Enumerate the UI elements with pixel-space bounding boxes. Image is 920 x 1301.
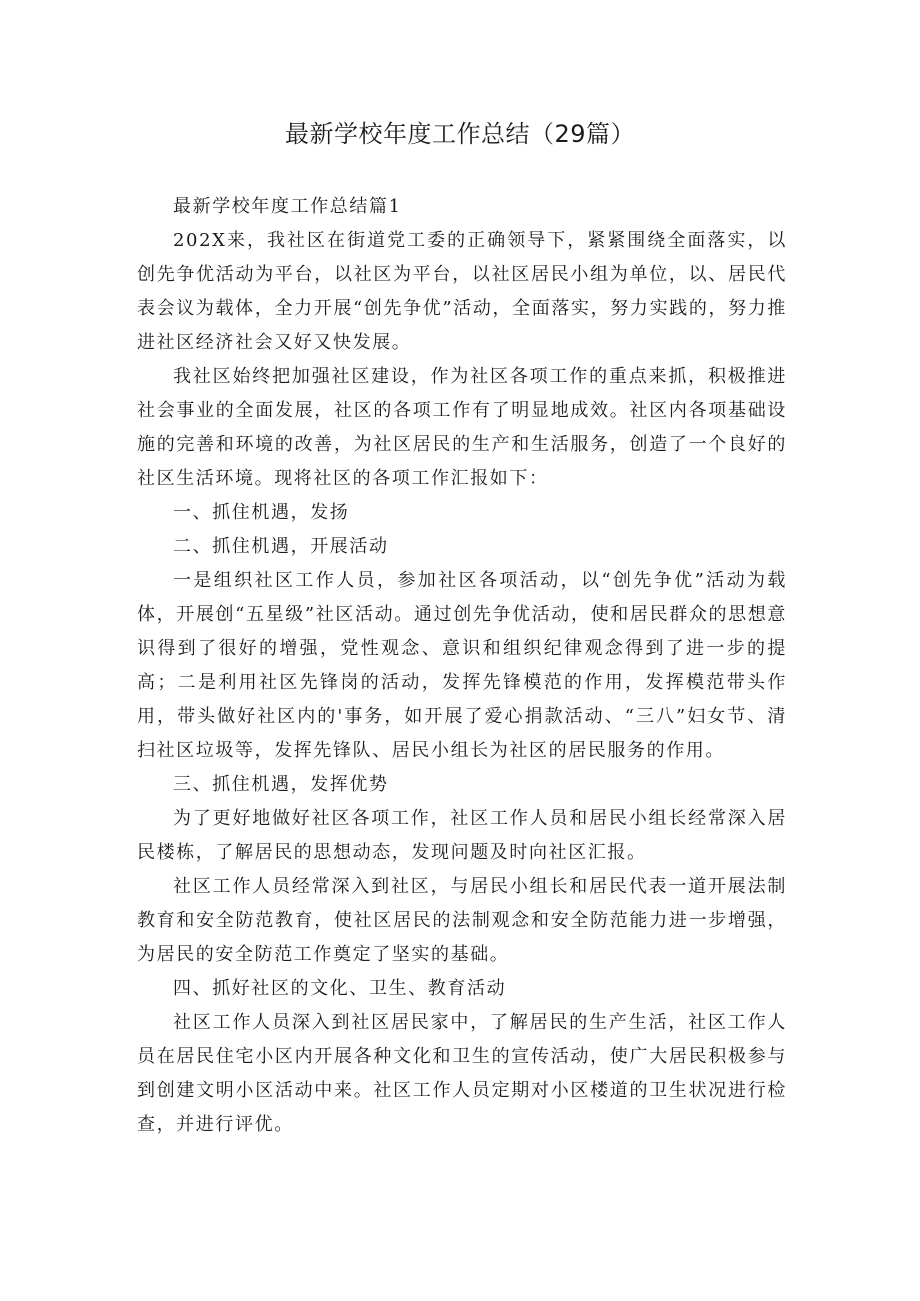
document-body bbox=[137, 190, 787, 1142]
section-heading: 三、抓住机遇，发挥优势 bbox=[173, 774, 389, 795]
paragraph: 社区工作人员经常深入到社区，与居民小组长和居民代表一道开展法制教育和安全防范教育，使社区居民的法制观念和安全防范能力进一步增强，为居民的安全防范工作奠定了坚实的基础。 bbox=[137, 876, 787, 965]
paragraph: 为了更好地做好社区各项工作，社区工作人员和居民小组长经常深入居民楼栋，了解居民的思想动态，发现问题及时向社区汇报。 bbox=[137, 808, 787, 863]
paragraph: 202X来，我社区在街道党工委的正确领导下，紧紧围绕全面落实，以创先争优活动为平台，以社区为平台，以社区居民小组为单位，以、居民代表会议为载体，全力开展“创先争优”活动，全面落实，努力实践的，努力推进社区经济社会又好又快发展。 bbox=[137, 230, 787, 353]
paragraph: 社区工作人员深入到社区居民家中，了解居民的生产生活，社区工作人员在居民住宅小区内开展各种文化和卫生的宣传活动，使广大居民积极参与到创建文明小区活动中来。社区工作人员定期对小区楼道的卫生状况进行检查，并进行评优。 bbox=[137, 1012, 787, 1135]
paragraph: 我社区始终把加强社区建设，作为社区各项工作的重点来抓，积极推进社会事业的全面发展，社区的各项工作有了明显地成效。社区内各项基础设施的完善和环境的改善，为社区居民的生产和生活服务，创造了一个良好的社区生活环境。现将社区的各项工作汇报如下： bbox=[137, 366, 787, 489]
section-heading: 四、抓好社区的文化、卫生、教育活动 bbox=[173, 978, 507, 999]
paragraph: 一是组织社区工作人员，参加社区各项活动，以“创先争优”活动为载体，开展创“五星级”社区活动。通过创先争优活动，使和居民群众的思想意识得到了很好的增强，党性观念、意识和组织纪律观念得到了进一步的提高；二是利用社区先锋岗的活动，发挥先锋模范的作用，发挥模范带头作用，带头做好社区内的'事务，如开展了爱心捐款活动、“三八”妇女节、清扫社区垃圾等，发挥先锋队、居民小组长为社区的居民服务的作用。 bbox=[137, 570, 787, 761]
document-title: 最新学校年度工作总结（29篇） bbox=[284, 120, 636, 148]
section-heading: 一、抓住机遇，发扬 bbox=[173, 502, 350, 523]
section-heading: 最新学校年度工作总结篇1 bbox=[173, 196, 402, 217]
section-heading: 二、抓住机遇，开展活动 bbox=[173, 536, 389, 557]
